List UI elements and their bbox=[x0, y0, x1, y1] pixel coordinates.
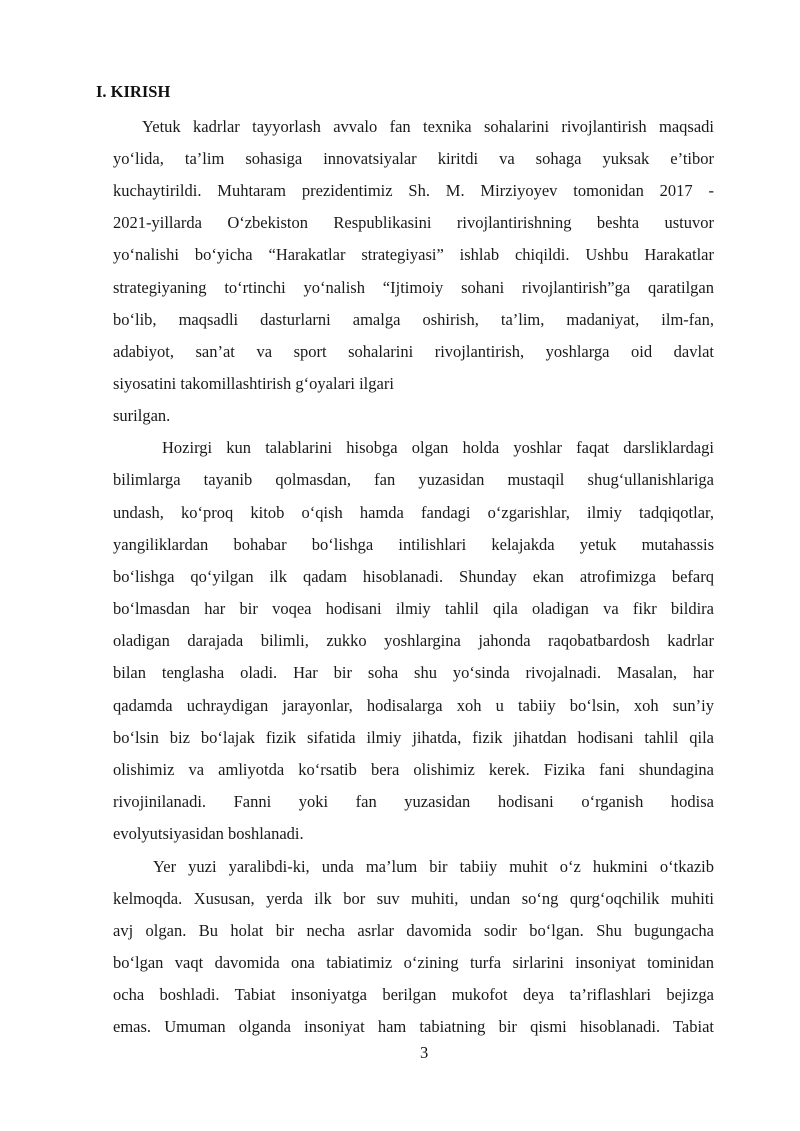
text-line: bo‘lib, maqsadli dasturlarni amalga oshirish, ta’lim, madaniyat, ilm-fan, bbox=[113, 310, 714, 329]
text-line: Yetuk kadrlar tayyorlash avvalo fan texnika sohalarini rivojlantirish maqsadi bbox=[142, 117, 714, 136]
page-number: 3 bbox=[420, 1043, 429, 1062]
text-line: siyosatini takomillashtirish g‘oyalari ilgari bbox=[113, 374, 394, 393]
text-line: 2021-yillarda O‘zbekiston Respublikasini rivojlantirishning beshta ustuvor bbox=[113, 213, 714, 232]
text-line: bilan tenglasha oladi. Har bir soha shu yo‘sinda rivojalnadi. Masalan, har bbox=[113, 663, 714, 682]
text-line: Hozirgi kun talablarini hisobga olgan holda yoshlar faqat darsliklardagi bbox=[162, 438, 714, 457]
text-line: kuchaytirildi. Muhtaram prezidentimiz Sh. M. Mirziyoyev tomonidan 2017 - bbox=[113, 181, 714, 200]
text-line: adabiyot, san’at va sport sohalarini rivojlantirish, yoshlarga oid davlat bbox=[113, 342, 714, 361]
text-line: evolyutsiyasidan boshlanadi. bbox=[113, 824, 304, 843]
text-line: yo‘lida, ta’lim sohasiga innovatsiyalar kiritdi va sohaga yuksak e’tibor bbox=[113, 149, 714, 168]
text-line: yangiliklardan bohabar bo‘lishga intilishlari kelajakda yetuk mutahassis bbox=[113, 535, 714, 554]
text-line: kelmoqda. Xususan, yerda ilk bor suv muhiti, undan so‘ng qurg‘oqchilik muhiti bbox=[113, 889, 714, 908]
text-line: bo‘lishga qo‘yilgan ilk qadam hisoblanadi. Shunday ekan atrofimizga befarq bbox=[113, 567, 714, 586]
text-line: bo‘lsin biz bo‘lajak fizik sifatida ilmiy jihatda, fizik jihatdan hodisani tahlil qila bbox=[113, 728, 714, 747]
text-line: bo‘lmasdan har bir voqea hodisani ilmiy tahlil qila oladigan va fikr bildira bbox=[113, 599, 714, 618]
text-line: ocha boshladi. Tabiat insoniyatga berilgan mukofot deya ta’riflashlari bejizga bbox=[113, 985, 714, 1004]
text-line: strategiyaning to‘rtinchi yo‘nalish “Ijtimoiy sohani rivojlantirish”ga qaratilgan bbox=[113, 278, 714, 297]
text-line: emas. Umuman olganda insoniyat ham tabiatning bir qismi hisoblanadi. Tabiat bbox=[113, 1017, 714, 1036]
text-line: olishimiz va amliyotda ko‘rsatib bera olishimiz kerek. Fizika fani shundagina bbox=[113, 760, 714, 779]
text-line: undash, ko‘proq kitob o‘qish hamda fandagi o‘zgarishlar, ilmiy tadqiqotlar, bbox=[113, 503, 714, 522]
text-line: yo‘nalishi bo‘yicha “Harakatlar strategiyasi” ishlab chiqildi. Ushbu Harakatlar bbox=[113, 245, 714, 264]
text-line: Yer yuzi yaralibdi-ki, unda ma’lum bir tabiiy muhit o‘z hukmini o‘tkazib bbox=[153, 857, 714, 876]
text-line: surilgan. bbox=[113, 406, 171, 425]
section-heading: I. KIRISH bbox=[96, 82, 171, 101]
text-line: qadamda uchraydigan jarayonlar, hodisalarga xoh u tabiiy bo‘lsin, xoh sun’iy bbox=[113, 696, 714, 715]
text-line: rivojinilanadi. Fanni yoki fan yuzasidan hodisani o‘rganish hodisa bbox=[113, 792, 714, 811]
text-line: bo‘lgan vaqt davomida ona tabiatimiz o‘zining turfa sirlarini insoniyat tominidan bbox=[113, 953, 714, 972]
text-line: oladigan darajada bilimli, zukko yoshlargina jahonda raqobatbardosh kadrlar bbox=[113, 631, 714, 650]
text-line: bilimlarga tayanib qolmasdan, fan yuzasidan mustaqil shug‘ullanishlariga bbox=[113, 470, 714, 489]
text-line: avj olgan. Bu holat bir necha asrlar davomida sodir bo‘lgan. Shu bugungacha bbox=[113, 921, 714, 940]
